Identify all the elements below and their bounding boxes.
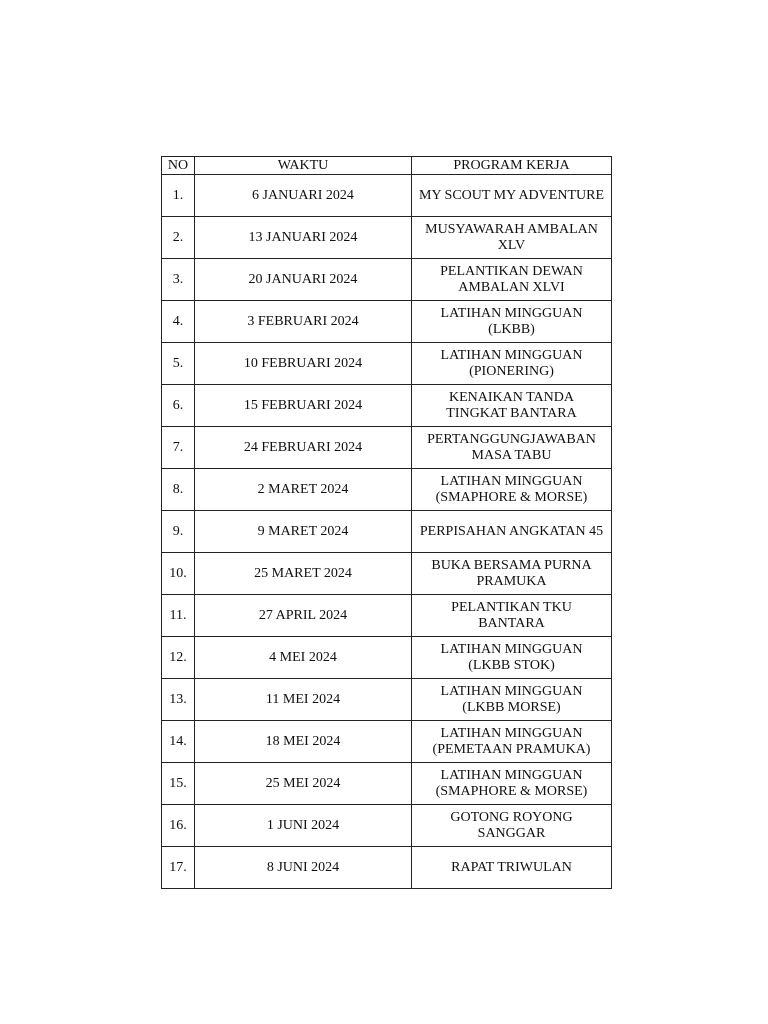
row-number-cell: 1. bbox=[162, 175, 195, 217]
document-page bbox=[161, 156, 612, 889]
table-row bbox=[162, 343, 612, 385]
date-cell: 25 MEI 2024 bbox=[195, 763, 412, 805]
program-cell: LATIHAN MINGGUAN (PIONERING) bbox=[412, 343, 612, 385]
row-number-cell: 9. bbox=[162, 511, 195, 553]
date-cell: 27 APRIL 2024 bbox=[195, 595, 412, 637]
date-cell: 15 FEBRUARI 2024 bbox=[195, 385, 412, 427]
table-row bbox=[162, 385, 612, 427]
date-cell: 2 MARET 2024 bbox=[195, 469, 412, 511]
table-row bbox=[162, 721, 612, 763]
row-number-cell: 15. bbox=[162, 763, 195, 805]
program-cell: LATIHAN MINGGUAN (LKBB MORSE) bbox=[412, 679, 612, 721]
table-row bbox=[162, 217, 612, 259]
program-cell: PELANTIKAN DEWAN AMBALAN XLVI bbox=[412, 259, 612, 301]
table-header bbox=[162, 157, 612, 175]
date-cell: 25 MARET 2024 bbox=[195, 553, 412, 595]
table-body bbox=[162, 175, 612, 889]
date-cell: 18 MEI 2024 bbox=[195, 721, 412, 763]
table-row bbox=[162, 805, 612, 847]
table-row bbox=[162, 763, 612, 805]
date-cell: 6 JANUARI 2024 bbox=[195, 175, 412, 217]
date-cell: 4 MEI 2024 bbox=[195, 637, 412, 679]
program-cell: LATIHAN MINGGUAN (LKBB STOK) bbox=[412, 637, 612, 679]
date-cell: 3 FEBRUARI 2024 bbox=[195, 301, 412, 343]
row-number-cell: 2. bbox=[162, 217, 195, 259]
table-row bbox=[162, 637, 612, 679]
row-number-cell: 13. bbox=[162, 679, 195, 721]
table-row bbox=[162, 553, 612, 595]
header-waktu: WAKTU bbox=[195, 157, 412, 175]
row-number-cell: 11. bbox=[162, 595, 195, 637]
table-row bbox=[162, 511, 612, 553]
table-row bbox=[162, 847, 612, 889]
program-cell: LATIHAN MINGGUAN (SMAPHORE & MORSE) bbox=[412, 763, 612, 805]
program-cell: PERTANGGUNGJAWABAN MASA TABU bbox=[412, 427, 612, 469]
row-number-cell: 8. bbox=[162, 469, 195, 511]
program-cell: BUKA BERSAMA PURNA PRAMUKA bbox=[412, 553, 612, 595]
row-number-cell: 17. bbox=[162, 847, 195, 889]
table-row bbox=[162, 259, 612, 301]
program-cell: PELANTIKAN TKU BANTARA bbox=[412, 595, 612, 637]
date-cell: 20 JANUARI 2024 bbox=[195, 259, 412, 301]
program-schedule-table bbox=[161, 156, 612, 889]
table-row bbox=[162, 595, 612, 637]
program-cell: KENAIKAN TANDA TINGKAT BANTARA bbox=[412, 385, 612, 427]
program-cell: GOTONG ROYONG SANGGAR bbox=[412, 805, 612, 847]
program-cell: MUSYAWARAH AMBALAN XLV bbox=[412, 217, 612, 259]
table-row bbox=[162, 175, 612, 217]
table-row bbox=[162, 427, 612, 469]
row-number-cell: 16. bbox=[162, 805, 195, 847]
table-row bbox=[162, 469, 612, 511]
program-cell: RAPAT TRIWULAN bbox=[412, 847, 612, 889]
program-cell: LATIHAN MINGGUAN (LKBB) bbox=[412, 301, 612, 343]
header-program-kerja: PROGRAM KERJA bbox=[412, 157, 612, 175]
row-number-cell: 6. bbox=[162, 385, 195, 427]
row-number-cell: 4. bbox=[162, 301, 195, 343]
row-number-cell: 3. bbox=[162, 259, 195, 301]
date-cell: 1 JUNI 2024 bbox=[195, 805, 412, 847]
table-row bbox=[162, 679, 612, 721]
date-cell: 8 JUNI 2024 bbox=[195, 847, 412, 889]
row-number-cell: 5. bbox=[162, 343, 195, 385]
table-row bbox=[162, 301, 612, 343]
date-cell: 13 JANUARI 2024 bbox=[195, 217, 412, 259]
row-number-cell: 10. bbox=[162, 553, 195, 595]
row-number-cell: 7. bbox=[162, 427, 195, 469]
date-cell: 10 FEBRUARI 2024 bbox=[195, 343, 412, 385]
header-row bbox=[162, 157, 612, 175]
program-cell: LATIHAN MINGGUAN (PEMETAAN PRAMUKA) bbox=[412, 721, 612, 763]
date-cell: 24 FEBRUARI 2024 bbox=[195, 427, 412, 469]
row-number-cell: 12. bbox=[162, 637, 195, 679]
program-cell: MY SCOUT MY ADVENTURE bbox=[412, 175, 612, 217]
date-cell: 9 MARET 2024 bbox=[195, 511, 412, 553]
program-cell: PERPISAHAN ANGKATAN 45 bbox=[412, 511, 612, 553]
row-number-cell: 14. bbox=[162, 721, 195, 763]
header-no: NO bbox=[162, 157, 195, 175]
date-cell: 11 MEI 2024 bbox=[195, 679, 412, 721]
program-cell: LATIHAN MINGGUAN (SMAPHORE & MORSE) bbox=[412, 469, 612, 511]
